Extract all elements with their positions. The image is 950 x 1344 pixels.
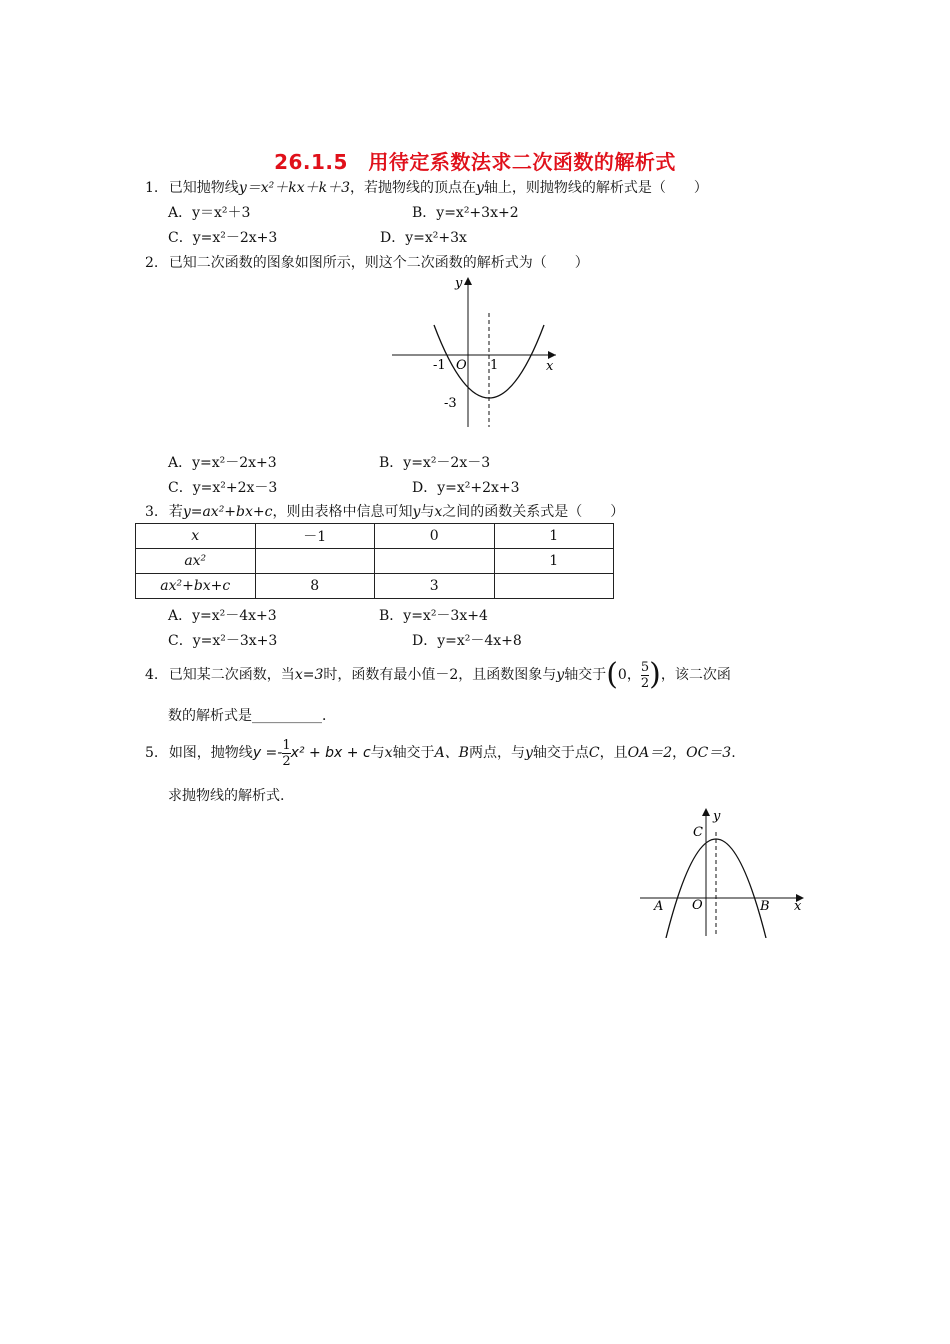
question-number: 2. <box>145 255 159 271</box>
question-number: 3. <box>145 504 159 520</box>
q1-option-a[interactable]: A．y＝x²＋3 <box>168 205 251 221</box>
question-1: 1. 已知抛物线y＝x²＋kx＋k＋3，若抛物线的顶点在y轴上，则抛物线的解析式是（ ） <box>145 180 708 196</box>
right-paren: ) <box>649 657 661 692</box>
q5-line2: 求抛物线的解析式. <box>168 788 285 804</box>
fraction: $\frac{1}{2}$ <box>282 737 291 769</box>
x-axis-arrow <box>548 351 556 359</box>
q3-option-c[interactable]: C．y=x²－3x+3 <box>168 633 278 649</box>
table-row <box>136 549 614 574</box>
x-label: x <box>794 899 802 914</box>
page-title: 26.1.5 用待定系数法求二次函数的解析式 <box>274 150 676 174</box>
q2-option-b[interactable]: B．y=x²－2x－3 <box>379 455 491 471</box>
x-label: x <box>546 359 554 374</box>
question-number: 5. <box>145 745 159 761</box>
question-number: 4. <box>145 667 159 683</box>
point-c-label: C <box>693 825 703 840</box>
question-2: 2. 已知二次函数的图象如图所示，则这个二次函数的解析式为（ ） <box>145 255 589 271</box>
q1-option-c[interactable]: C．y=x²－2x+3 <box>168 230 278 246</box>
fraction: $\frac{5}{2}$ <box>640 659 650 691</box>
q5-parabola-graph <box>638 806 808 938</box>
point-b-label: B <box>760 899 770 914</box>
question-3: 3. 若y=ax²+bx+c，则由表格中信息可知y与x之间的函数关系式是（ ） <box>145 504 625 520</box>
q2-option-d[interactable]: D．y=x²+2x+3 <box>412 480 520 496</box>
left-paren: ( <box>606 657 618 692</box>
point-a-label: A <box>654 899 664 914</box>
q4-answer-line[interactable]: 数的解析式是__________． <box>168 708 336 724</box>
tick-neg3: -3 <box>444 396 457 411</box>
question-number: 1. <box>145 180 159 196</box>
q2-option-a[interactable]: A．y=x²－2x+3 <box>168 455 277 471</box>
q3-option-b[interactable]: B．y=x²－3x+4 <box>379 608 488 624</box>
tick-1: 1 <box>490 358 499 373</box>
table-row <box>136 574 614 599</box>
question-5: 5. 如图，抛物线y =- $\frac{1}{2}$ x² + bx + c与x轴交于A、B两点，与y轴交于点C，且OA＝2，OC＝3. <box>145 737 736 769</box>
table-cell: 3 <box>375 574 495 599</box>
table-cell: －1 <box>255 524 375 549</box>
formula: y=ax²+bx+c <box>182 504 273 520</box>
q3-value-table <box>135 523 614 599</box>
table-row <box>136 524 614 549</box>
table-cell: 0 <box>375 524 495 549</box>
origin-label: O <box>456 358 467 373</box>
q1-option-b[interactable]: B．y=x²+3x+2 <box>412 205 519 221</box>
formula: y＝x²＋kx＋k＋3 <box>238 180 350 196</box>
table-cell: ax² <box>136 549 256 574</box>
q3-option-a[interactable]: A．y=x²－4x+3 <box>168 608 277 624</box>
question-4: 4. 已知某二次函数，当x=3时，函数有最小值－2，且函数图象与y轴交于(0， $\frac{5}{2}$ )，该二次函 <box>145 657 731 692</box>
y-label: y <box>455 276 463 291</box>
table-cell <box>494 574 614 599</box>
table-cell: 1 <box>494 549 614 574</box>
tick-neg1: -1 <box>433 358 446 373</box>
table-cell: x <box>136 524 256 549</box>
y-label: y <box>713 809 721 824</box>
q2-option-c[interactable]: C．y=x²+2x－3 <box>168 480 278 496</box>
q1-option-d[interactable]: D．y=x²+3x <box>380 230 467 246</box>
origin-label: O <box>692 898 703 913</box>
table-cell <box>255 549 375 574</box>
table-cell <box>375 549 495 574</box>
q2-parabola-graph <box>390 275 560 430</box>
y-axis-arrow <box>702 808 710 816</box>
q3-option-d[interactable]: D．y=x²－4x+8 <box>412 633 522 649</box>
table-cell: 8 <box>255 574 375 599</box>
table-cell: 1 <box>494 524 614 549</box>
y-axis-arrow <box>464 277 472 285</box>
table-cell: ax²+bx+c <box>136 574 256 599</box>
